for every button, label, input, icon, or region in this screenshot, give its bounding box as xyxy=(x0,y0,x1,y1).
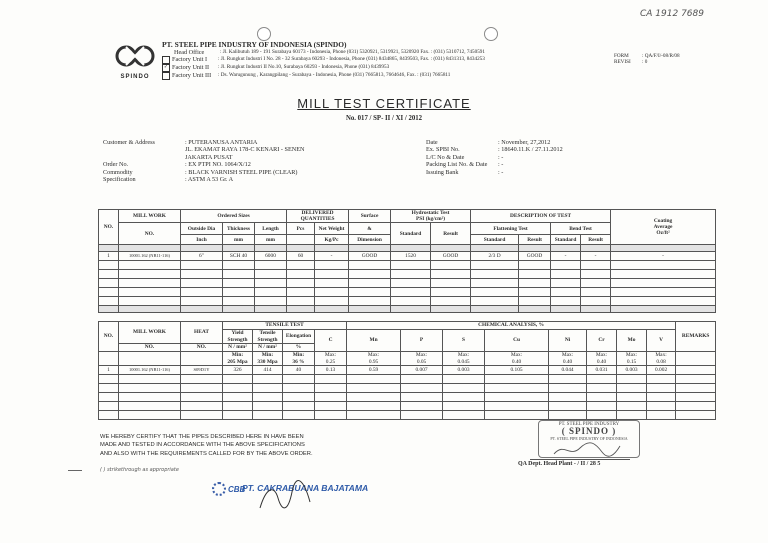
cell-p: 0.007 xyxy=(401,366,443,375)
signature-scribble xyxy=(552,440,622,460)
col-mn: Mn xyxy=(347,330,401,352)
table-row xyxy=(99,252,716,261)
coating-title: Coating xyxy=(653,217,673,224)
col-bend: Bend Test xyxy=(551,223,611,235)
info-label: Ex. SPBI No. xyxy=(426,146,460,154)
col-chemical-analysis: CHEMICAL ANALYSIS, % xyxy=(347,322,676,330)
unit-2-checkbox-checked: ✓ xyxy=(163,65,169,71)
info-right xyxy=(426,139,563,176)
info-label: Customer & Address xyxy=(103,139,155,146)
cbb-company-name: PT. CAKRABUANA BAJATAMA xyxy=(242,483,369,493)
spec-max: Max: xyxy=(625,352,638,359)
cell-bend-result: - xyxy=(581,252,611,261)
info-value: JAKARTA PUSAT xyxy=(185,153,233,161)
col-hydrostatic xyxy=(391,210,471,223)
cell-v: 0.002 xyxy=(647,366,676,375)
col-outside-dia: Outside Dia xyxy=(181,223,223,235)
office-text: : Ds. Warugunung , Karangpilang - Surabaya - Indonesia, Phone (031) 7665813, 7664646, Fax. : (031) 7665811 xyxy=(218,72,451,79)
spec-max-value: 0.95 xyxy=(368,358,379,365)
col-tensile-test: TENSILE TEST xyxy=(223,322,347,330)
info-value: : PUTERANUSA ANTARIA xyxy=(185,139,258,146)
spindo-logo-mark-icon xyxy=(112,43,158,69)
cell-no: 1 xyxy=(99,252,119,261)
footnote-dash xyxy=(68,470,82,471)
cell-coating: - xyxy=(611,252,716,261)
info-label: Order No. xyxy=(103,161,129,169)
spec-max-value: 0.15 xyxy=(626,358,637,365)
form-info xyxy=(614,53,680,65)
hydro-title: Hydrostatic Test xyxy=(411,210,450,216)
col-bend-result: Result xyxy=(581,235,611,245)
col-heat-no: NO. xyxy=(181,344,223,352)
col-mill-work: MILL WORK xyxy=(119,210,181,223)
col-dimension: Dimension xyxy=(349,235,391,245)
col-tensile-unit: N / mm² xyxy=(253,344,283,352)
chemical-analysis-table xyxy=(98,321,716,420)
col-cr: Cr xyxy=(587,330,617,352)
spec-max-value: 0.045 xyxy=(457,358,470,365)
info-value: : BLACK VARNISH STEEL PIPE (CLEAR) xyxy=(185,168,298,176)
office-label: Factory Unit I xyxy=(172,56,208,64)
col-elongation: Elongation xyxy=(283,330,315,344)
info-value: JL. EKAMAT RAYA 178-C KENARI - SENEN xyxy=(185,146,305,154)
spec-max: Max: xyxy=(510,352,523,359)
col-yield-unit: N / mm² xyxy=(223,344,253,352)
office-text: : Jl. Kalibutuh 189 - 191 Surabaya 60173 - Indonesia, Phone (031) 5320921, 5319921, 5320920 Fax. : (031) 5310712, 7450591 xyxy=(220,49,485,55)
col-c: C xyxy=(315,330,347,352)
punch-hole-right xyxy=(484,27,498,41)
cell-mill-work: 10001.162 (NB11-116) xyxy=(119,252,181,261)
col-ni: Ni xyxy=(549,330,587,352)
col-pcs: Pcs xyxy=(287,223,315,235)
cell-s: 0.003 xyxy=(443,366,485,375)
footnote: ( ) strikethrough as appropriate xyxy=(100,467,179,473)
spec-max-value: 0.40 xyxy=(562,358,573,365)
spec-max: Max: xyxy=(415,352,428,359)
info-label: L/C No & Date xyxy=(426,153,465,161)
form-label: FORM xyxy=(614,53,629,59)
info-value: : 18640.11.K / 27.11.2012 xyxy=(498,146,563,154)
cell-hydro-std: 1520 xyxy=(391,252,431,261)
revision-label: REVISI xyxy=(614,59,631,66)
info-value: : - xyxy=(498,153,504,161)
info-label: Packing List No. & Date xyxy=(426,161,488,169)
spec-elong: Min: xyxy=(292,352,305,359)
col-outside-dia-unit: Inch xyxy=(181,235,223,245)
spec-max: Max: xyxy=(595,352,608,359)
spec-max-value: 0.05 xyxy=(416,358,427,365)
spec-tensile-value: 330 Mpa xyxy=(257,358,278,365)
col-remarks: REMARKS xyxy=(676,322,716,352)
col-length-unit: mm xyxy=(255,235,287,245)
info-value: : November, 27,2012 xyxy=(498,139,551,146)
certification-statement xyxy=(100,433,313,458)
cell-tensile: 414 xyxy=(253,366,283,375)
cell-hydro-result: GOOD xyxy=(431,252,471,261)
form-value: : QA/F/I/-08/R/08 xyxy=(642,53,680,59)
col-mill-work: MILL WORK xyxy=(119,322,181,344)
cell-net-weight: - xyxy=(315,252,349,261)
office-text: : Jl. Rungkut Industri II No.10, Surabaya 60293 - Indonesia, Phone (031) 8439953 xyxy=(218,64,390,71)
revision-value: : 0 xyxy=(642,59,648,66)
col-s: S xyxy=(443,330,485,352)
col-surface: Surface xyxy=(349,210,391,223)
cell-elongation: 40 xyxy=(283,366,315,375)
col-heat: HEAT xyxy=(181,322,223,344)
info-left xyxy=(103,139,304,183)
corner-handwritten-note: CA 1912 7689 xyxy=(640,9,704,19)
cbb-signature-scribble xyxy=(252,478,322,514)
table-row xyxy=(99,366,716,375)
unit-1-checkbox xyxy=(162,56,170,64)
col-description: DESCRIPTION OF TEST xyxy=(471,210,611,223)
col-thickness-unit: mm xyxy=(223,235,255,245)
col-coating xyxy=(611,210,716,245)
cell-ni: 0.044 xyxy=(549,366,587,375)
signature-line xyxy=(530,459,630,460)
cell-mill-work: 10001.162 (NB11-116) xyxy=(119,366,181,375)
info-label xyxy=(103,154,185,161)
cell-mo: 0.003 xyxy=(617,366,647,375)
spec-max-value: 0.40 xyxy=(596,358,607,365)
spec-tensile: Min: xyxy=(261,352,274,359)
stamp-name: ( SPINDO ) xyxy=(561,426,617,436)
info-value: : - xyxy=(498,168,504,176)
spec-max: Max: xyxy=(457,352,470,359)
signature-label: QA Dept. Head Plant - / II / 28 5 xyxy=(518,461,601,467)
col-net-weight-unit: Kg/Pc xyxy=(315,235,349,245)
logo-text: SPINDO xyxy=(120,74,150,80)
spindo-logo xyxy=(112,43,158,80)
cell-flat-std: 2/3 D xyxy=(471,252,519,261)
cell-surface: GOOD xyxy=(349,252,391,261)
office-row xyxy=(162,72,602,80)
spec-max: Max: xyxy=(561,352,574,359)
cell-bend-std: - xyxy=(551,252,581,261)
col-mo: Mo xyxy=(617,330,647,352)
coating-avg: Average xyxy=(653,224,673,231)
office-list xyxy=(162,49,602,80)
spec-max: Max: xyxy=(655,352,667,359)
col-delivered: DELIVERED QUANTITIES xyxy=(287,210,349,223)
cell-yield: 326 xyxy=(223,366,253,375)
col-no: NO. xyxy=(99,322,119,352)
col-no: NO. xyxy=(99,210,119,245)
cbb-logo-dots-icon xyxy=(212,482,226,496)
stamp-company: PT. STEEL PIPE INDUSTRY xyxy=(558,422,620,427)
col-length: Length xyxy=(255,223,287,235)
spec-max: Max: xyxy=(324,352,337,359)
col-flat-result: Result xyxy=(519,235,551,245)
spec-max: Max: xyxy=(367,352,380,359)
col-flat-standard: Standard xyxy=(471,235,519,245)
cell-thickness: SCH 40 xyxy=(223,252,255,261)
stamp-line: PT. STEEL PIPE INDUSTRY OF INDONESIA xyxy=(550,436,628,441)
col-pcs-unit xyxy=(287,235,315,245)
col-hydro-standard: Standard xyxy=(391,223,431,245)
col-yield: Yield Strength xyxy=(223,330,253,344)
col-flattening: Flattening Test xyxy=(471,223,551,235)
cell-od: 6" xyxy=(181,252,223,261)
col-mill-work-no: NO. xyxy=(119,344,181,352)
cbb-logo-text: CBB xyxy=(228,484,246,494)
info-value: : EX PTPI NO. 1064/X/12 xyxy=(185,161,251,169)
unit-3-checkbox xyxy=(162,72,170,80)
coating-unit: Oz/ft² xyxy=(656,230,670,237)
cell-c: 0.13 xyxy=(315,366,347,375)
certify-line: WE HEREBY CERTIFY THAT THE PIPES DESCRIBED HERE IN HAVE BEEN xyxy=(100,434,304,440)
spec-yield-value: 205 Mpa xyxy=(227,358,248,365)
col-elongation-unit: % xyxy=(283,344,315,352)
office-text: : Jl. Rungkut Industri I No. 28 - 32 Surabaya 60293 - Indonesia, Phone (031) 8434865, 8439503, Fax. : (031) 8431313, 8434253 xyxy=(218,56,485,63)
cell-mn: 0.59 xyxy=(347,366,401,375)
col-ordered-sizes: Ordered Sizes xyxy=(181,210,287,223)
cell-pcs: 60 xyxy=(287,252,315,261)
col-v: V xyxy=(647,330,676,352)
col-cu: Cu xyxy=(485,330,549,352)
company-name: PT. STEEL PIPE INDUSTRY OF INDONESIA (SPINDO) xyxy=(162,40,347,49)
col-thickness: Thickness xyxy=(223,223,255,235)
col-bend-standard: Standard xyxy=(551,235,581,245)
spec-max-value: 0.25 xyxy=(325,358,336,365)
cell-flat-result: GOOD xyxy=(519,252,551,261)
info-label xyxy=(103,146,185,153)
cell-heat: S09D1Y xyxy=(181,366,223,375)
cell-no: 1 xyxy=(99,366,119,375)
spec-elong-value: 36 % xyxy=(292,358,305,365)
document-title: MILL TEST CERTIFICATE xyxy=(297,96,471,111)
certify-line: MADE AND TESTED IN ACCORDANCE WITH THE ABOVE SPECIFICATIONS xyxy=(100,442,305,449)
col-tensile-strength: Tensile Strength xyxy=(253,330,283,344)
info-label: Specification xyxy=(103,176,136,184)
office-label: Head Office xyxy=(174,49,205,56)
office-label: Factory Unit II xyxy=(172,64,210,72)
col-hydro-result: Result xyxy=(431,223,471,245)
info-label: Issuing Bank xyxy=(426,168,459,176)
office-label: Factory Unit III xyxy=(172,72,212,80)
info-label: Date xyxy=(426,139,438,146)
col-mill-work-no: NO. xyxy=(119,223,181,245)
spec-max-value: 0.40 xyxy=(511,358,522,365)
cell-remarks xyxy=(676,366,716,375)
spec-yield: Min: xyxy=(231,352,244,359)
hydro-unit: PSI (kg/cm²) xyxy=(416,216,446,223)
spec-max-value: 0.08 xyxy=(656,358,666,365)
info-value: : ASTM A 53 Gr. A xyxy=(185,176,234,184)
info-value: : - xyxy=(498,161,504,169)
punch-hole-left xyxy=(257,27,271,41)
cell-cu: 0.105 xyxy=(485,366,549,375)
col-net-weight: Net Weight xyxy=(315,223,349,235)
test-results-table xyxy=(98,209,716,313)
spec-row xyxy=(99,352,716,366)
cell-length: 6000 xyxy=(255,252,287,261)
cell-cr: 0.031 xyxy=(587,366,617,375)
cbb-logo xyxy=(212,482,245,496)
col-surface-and: & xyxy=(349,223,391,235)
certify-line: AND ALSO WITH THE REQUIREMENTS CALLED FOR BY THE ABOVE ORDER. xyxy=(100,450,313,457)
document-number: No. 017 / SP- II / XI / 2012 xyxy=(345,115,423,122)
info-label: Commodity xyxy=(103,168,133,176)
col-p: P xyxy=(401,330,443,352)
